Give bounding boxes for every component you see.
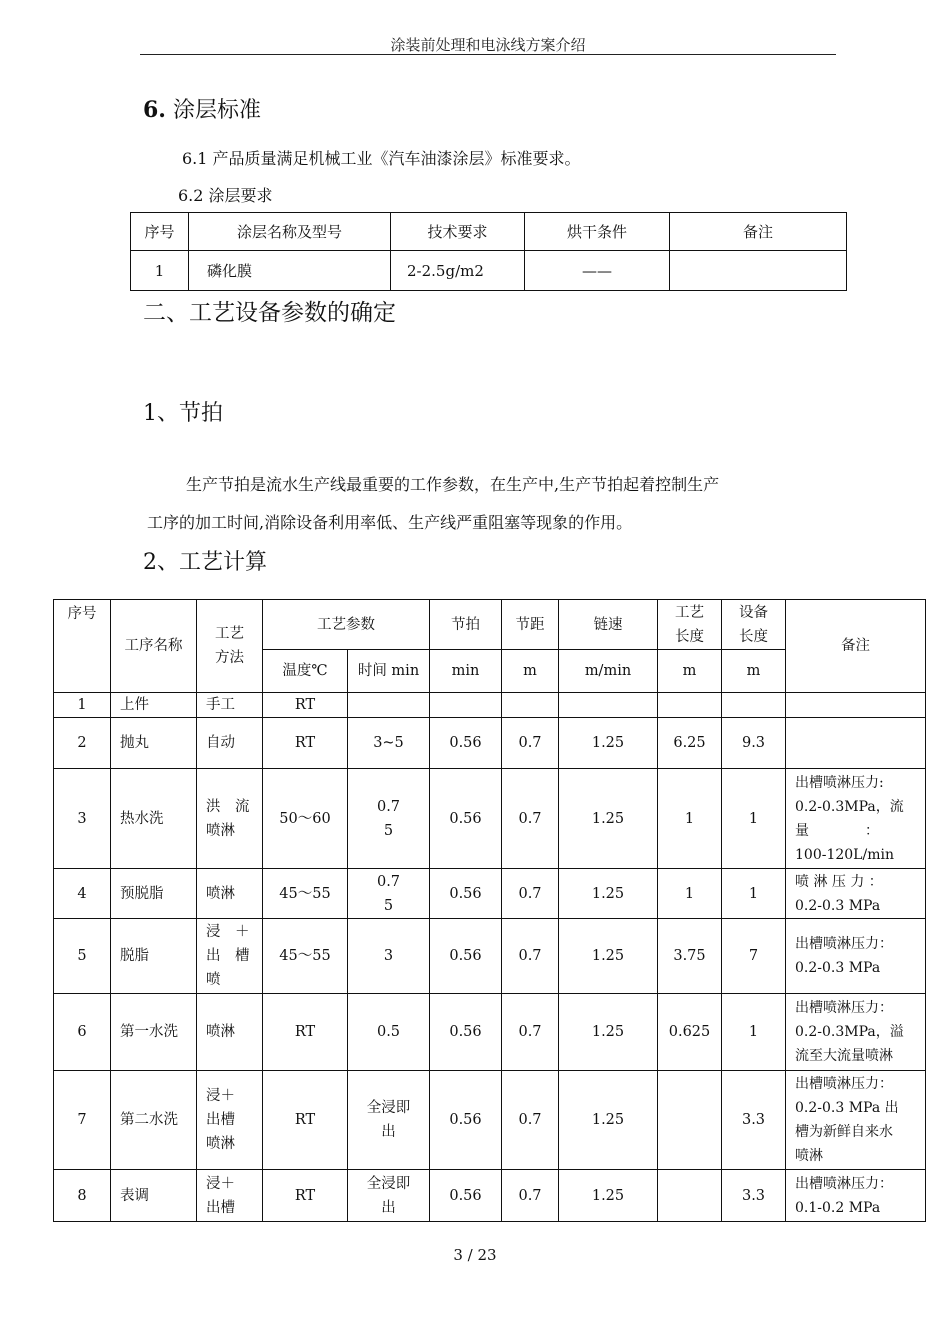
process-cell-beat: 0.56 [430,718,502,769]
process-cell-name: 脱脂 [111,919,197,994]
coating-header-remark: 备注 [670,213,847,251]
process-cell-time [348,693,430,718]
process-cell-method [197,994,263,1071]
process-cell-method-line: 喷淋 [206,1024,235,1040]
table-row [54,1071,926,1170]
process-cell-no: 3 [54,769,111,869]
process-cell-speed [559,693,658,718]
process-header-remark: 备注 [786,600,926,693]
process-header-params: 工艺参数 [263,600,430,650]
coating-cell-drying: —— [525,251,670,291]
process-cell-remark-line: 出槽喷淋压力： [795,936,893,952]
process-cell-method-line: 手工 [206,697,235,713]
process-cell-method-line: 自动 [206,735,235,751]
table-row [54,1170,926,1222]
page-number: 3 / 23 [453,1246,497,1264]
section-6-item-2: 6.2 涂层要求 [178,186,273,205]
process-cell-remark [786,718,926,769]
process-cell-method [197,693,263,718]
process-cell-no: 2 [54,718,111,769]
process-cell-proclen: 3.75 [658,919,722,994]
process-cell-method [197,919,263,994]
coating-table-row [131,251,847,291]
coating-table-header-row [131,213,847,251]
coating-table [130,212,847,291]
process-cell-proclen: 6.25 [658,718,722,769]
process-cell-pitch: 0.7 [502,994,559,1071]
process-table [53,599,926,1222]
process-header-name: 工序名称 [111,600,197,693]
process-cell-temp: RT [263,1071,348,1170]
process-cell-remark-line: 0.2-0.3MPa，流 [795,798,904,815]
process-cell-time-line: 出 [381,1199,396,1216]
process-cell-name: 抛丸 [111,718,197,769]
process-cell-remark [786,1170,926,1222]
process-cell-remark-line: 0.2-0.3MPa，溢 [795,1024,904,1040]
coating-header-drying: 烘干条件 [525,213,670,251]
process-cell-temp: RT [263,718,348,769]
process-cell-time: 0.5 [348,994,430,1071]
process-cell-remark [786,869,926,919]
process-cell-remark [786,919,926,994]
process-cell-beat: 0.56 [430,869,502,919]
process-cell-pitch: 0.7 [502,869,559,919]
process-header-beat: 节拍 [430,600,502,650]
process-cell-equiplen: 1 [722,994,786,1071]
process-cell-method-line: 浸 ＋ [206,924,250,940]
process-cell-speed: 1.25 [559,718,658,769]
process-cell-no: 8 [54,1170,111,1222]
process-cell-method [197,718,263,769]
process-table-body [54,693,926,1222]
process-cell-time-line: 5 [383,822,394,839]
process-cell-equiplen: 3.3 [722,1071,786,1170]
process-cell-equiplen [722,693,786,718]
process-cell-method-line: 浸＋ [206,1088,235,1104]
process-header-proclen-line: 长度 [675,628,704,645]
section-6-item-1: 6.1 产品质量满足机械工业《汽车油漆涂层》标准要求。 [182,149,581,168]
process-header-method-line: 方法 [215,650,244,666]
process-cell-remark [786,769,926,869]
process-cell-no: 4 [54,869,111,919]
coating-header-name: 涂层名称及型号 [189,213,391,251]
process-cell-equiplen: 1 [722,869,786,919]
process-cell-name: 热水洗 [111,769,197,869]
process-header-method-line: 工艺 [215,626,244,642]
process-cell-time: 3 [348,919,430,994]
process-cell-remark [786,994,926,1071]
process-unit-proclen: m [658,650,722,693]
table-row [54,718,926,769]
process-header-equiplen-line: 设备 [739,604,768,621]
process-cell-proclen [658,1170,722,1222]
process-cell-remark-line: 喷淋 [795,1148,823,1164]
process-cell-beat: 0.56 [430,994,502,1071]
process-cell-proclen: 1 [658,869,722,919]
process-cell-equiplen: 1 [722,769,786,869]
process-cell-method [197,869,263,919]
process-cell-time [348,769,430,869]
coating-cell-requirement: 2-2.5g/m2 [391,251,525,291]
process-cell-time-line: 出 [381,1124,396,1140]
process-cell-method-line: 喷 [206,972,221,988]
process-cell-no: 1 [54,693,111,718]
process-header-equiplen-line: 长度 [739,628,768,645]
process-header-temp: 温度℃ [263,650,348,693]
process-cell-time-line: 0.7 [376,798,401,815]
process-cell-method [197,1071,263,1170]
process-cell-pitch: 0.7 [502,1071,559,1170]
process-cell-remark-line: 0.2-0.3 MPa [795,960,881,976]
process-cell-beat: 0.56 [430,1071,502,1170]
process-cell-beat: 0.56 [430,919,502,994]
process-cell-remark-line: 0.1-0.2 MPa [795,1199,881,1216]
process-cell-proclen [658,1071,722,1170]
process-cell-pitch [502,693,559,718]
process-cell-remark-line: 出槽喷淋压力： [795,1000,893,1016]
process-header-no: 序号 [54,600,111,693]
process-cell-remark-line: 出槽喷淋压力: [795,774,884,791]
header-divider [140,54,836,55]
process-cell-beat: 0.56 [430,769,502,869]
process-cell-method-line: 喷淋 [206,822,235,839]
coating-cell-remark [670,251,847,291]
process-cell-equiplen: 3.3 [722,1170,786,1222]
process-unit-beat: min [430,650,502,693]
process-cell-time-line: 全浸即 [366,1175,411,1192]
process-cell-remark-line: 槽为新鲜自来水 [795,1124,893,1140]
process-cell-remark-line: 100-120L/min [795,846,894,863]
table-row [54,693,926,718]
process-cell-pitch: 0.7 [502,1170,559,1222]
process-cell-pitch: 0.7 [502,718,559,769]
process-header-equiplen [722,600,786,650]
process-cell-equiplen: 9.3 [722,718,786,769]
table-row [54,919,926,994]
process-cell-method-line: 喷淋 [206,1136,235,1152]
paragraph-line-1: 生产节拍是流水生产线最重要的工作参数，在生产中,生产节拍起着控制生产 [186,475,720,494]
process-cell-name: 上件 [111,693,197,718]
process-cell-time-line: 全浸即 [366,1100,411,1116]
process-unit-pitch: m [502,650,559,693]
process-cell-temp: RT [263,994,348,1071]
coating-header-no: 序号 [131,213,189,251]
process-cell-remark-line: 0.2-0.3 MPa 出 [795,1100,899,1116]
process-cell-method-line: 出槽 [206,1112,235,1128]
process-cell-remark-line: 量 ： [795,822,879,839]
table-row [54,994,926,1071]
process-cell-remark [786,693,926,718]
process-cell-time [348,1071,430,1170]
process-cell-remark-line: 喷 淋 压 力 ： [795,873,883,890]
process-cell-method-line: 出槽 [206,1199,235,1216]
process-cell-temp: 50～60 [263,769,348,869]
process-cell-name: 预脱脂 [111,869,197,919]
process-cell-name: 表调 [111,1170,197,1222]
process-cell-speed: 1.25 [559,1071,658,1170]
process-cell-remark-line: 出槽喷淋压力： [795,1175,893,1192]
process-cell-method-line: 洪 流 [206,798,250,815]
process-header-pitch: 节距 [502,600,559,650]
process-header-row-1 [54,600,926,650]
process-cell-proclen: 1 [658,769,722,869]
process-header-method [197,600,263,693]
process-cell-remark-line: 出槽喷淋压力： [795,1076,893,1092]
section-6-number: 6. [143,97,166,123]
process-cell-temp: RT [263,693,348,718]
process-cell-no: 7 [54,1071,111,1170]
process-header-time: 时间 min [348,650,430,693]
process-cell-beat: 0.56 [430,1170,502,1222]
process-cell-time-line: 0.7 [376,873,401,890]
process-cell-remark-line: 流至大流量喷淋 [795,1048,893,1064]
process-cell-speed: 1.25 [559,869,658,919]
process-cell-speed: 1.25 [559,994,658,1071]
table-row [54,869,926,919]
process-cell-method [197,769,263,869]
process-unit-speed: m/min [559,650,658,693]
process-cell-beat [430,693,502,718]
process-cell-proclen [658,693,722,718]
process-cell-time [348,1170,430,1222]
process-cell-temp: 45～55 [263,869,348,919]
process-cell-remark [786,1071,926,1170]
process-cell-time: 3~5 [348,718,430,769]
process-cell-time [348,869,430,919]
subsection-2-heading: 2、工艺计算 [143,550,267,575]
process-unit-equiplen: m [722,650,786,693]
process-cell-remark-line: 0.2-0.3 MPa [795,897,881,914]
process-cell-name: 第二水洗 [111,1071,197,1170]
table-row [54,769,926,869]
process-cell-no: 5 [54,919,111,994]
process-cell-pitch: 0.7 [502,769,559,869]
coating-cell-no: 1 [131,251,189,291]
process-cell-no: 6 [54,994,111,1071]
process-cell-method [197,1170,263,1222]
process-header-proclen [658,600,722,650]
paragraph-line-2: 工序的加工时间,消除设备利用率低、生产线严重阻塞等现象的作用。 [147,513,633,532]
subsection-1-heading: 1、节拍 [143,401,223,426]
process-cell-temp: RT [263,1170,348,1222]
coating-cell-name: 磷化膜 [189,251,391,291]
process-cell-temp: 45～55 [263,919,348,994]
process-header-proclen-line: 工艺 [675,604,704,621]
coating-header-requirement: 技术要求 [391,213,525,251]
process-cell-pitch: 0.7 [502,919,559,994]
process-cell-method-line: 出 槽 [206,948,250,964]
section-6-title: 涂层标准 [172,98,261,123]
process-cell-speed: 1.25 [559,919,658,994]
process-cell-speed: 1.25 [559,769,658,869]
process-header-speed: 链速 [559,600,658,650]
part-2-heading: 二、工艺设备参数的确定 [143,300,396,326]
process-cell-proclen: 0.625 [658,994,722,1071]
page-header: 涂装前处理和电泳线方案介绍 [390,36,586,54]
process-cell-speed: 1.25 [559,1170,658,1222]
section-6-heading [143,93,261,124]
process-cell-equiplen: 7 [722,919,786,994]
process-cell-method-line: 喷淋 [206,885,235,902]
process-cell-time-line: 5 [383,897,394,914]
process-cell-method-line: 浸＋ [206,1175,235,1192]
process-cell-name: 第一水洗 [111,994,197,1071]
